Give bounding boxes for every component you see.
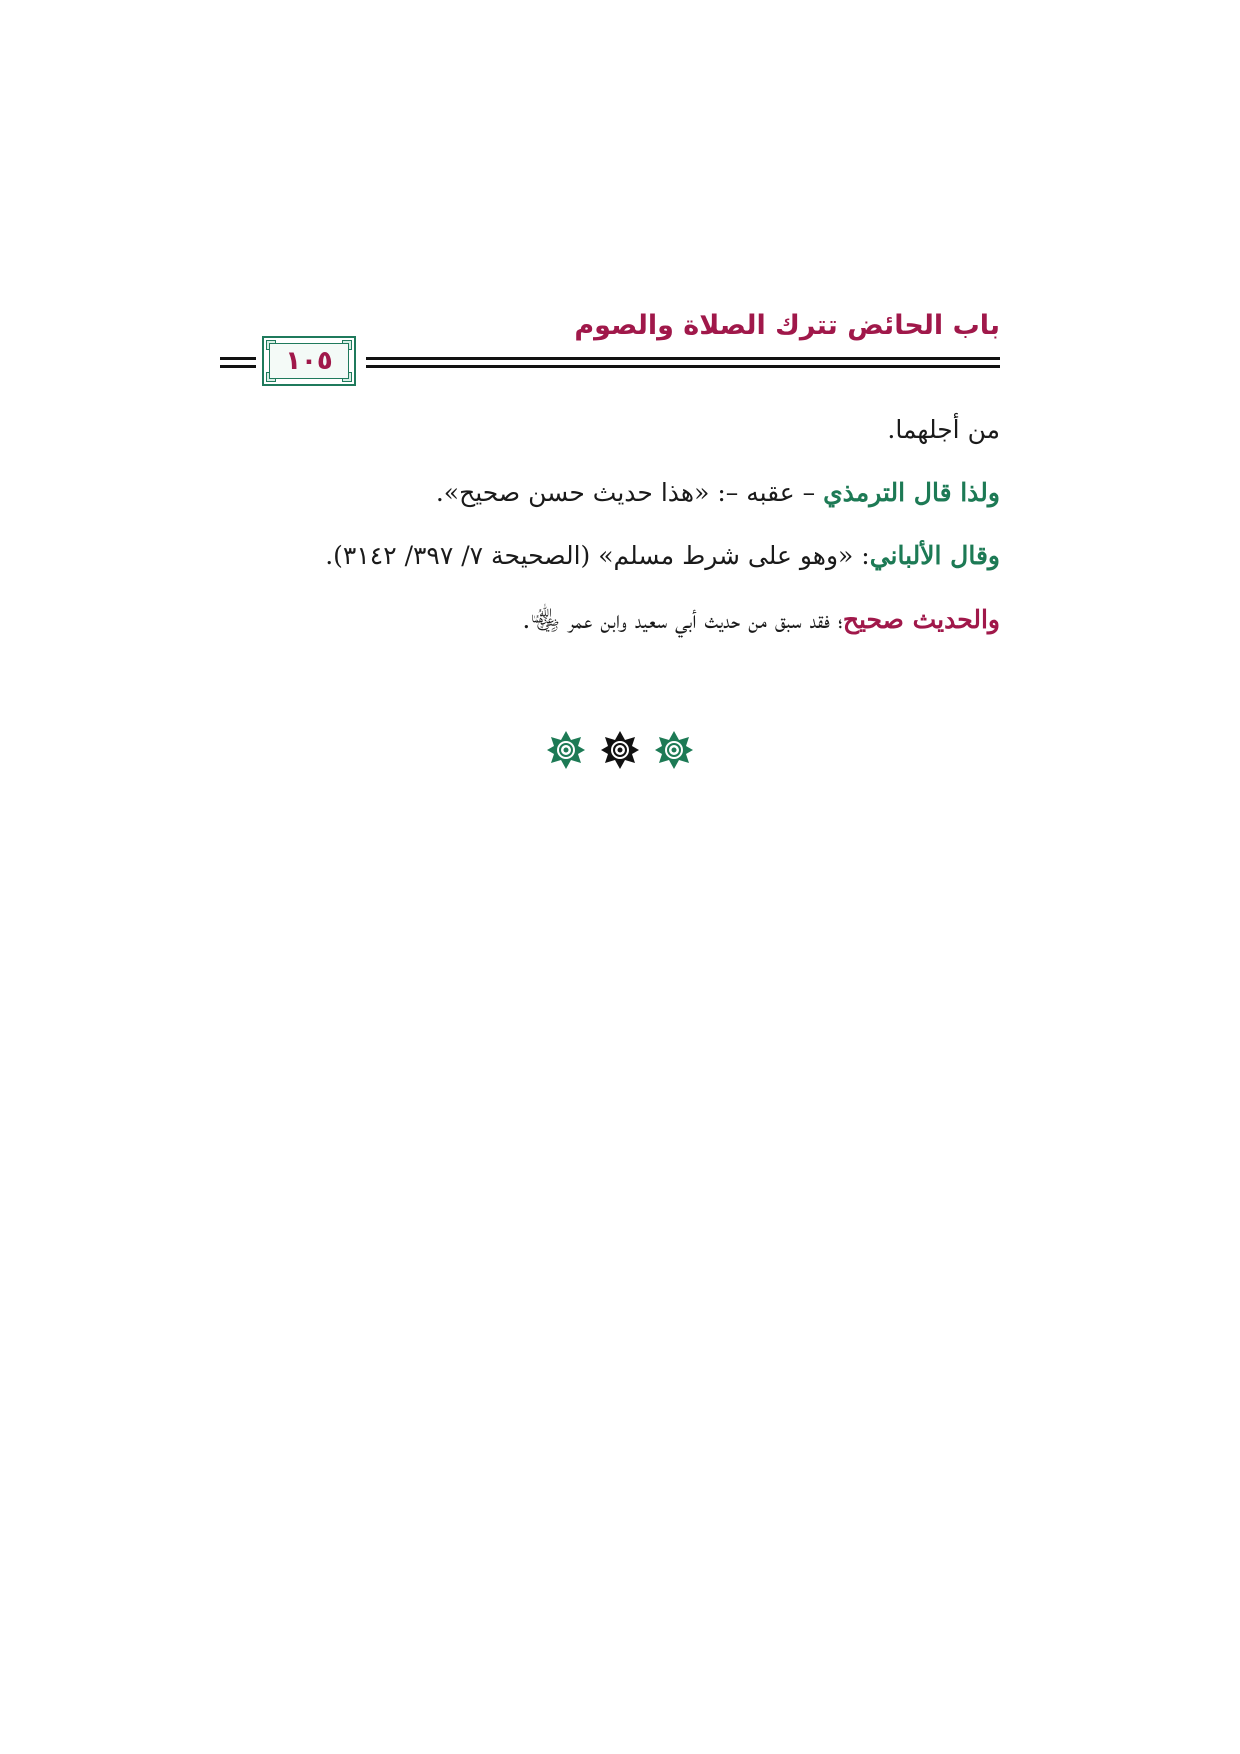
body-text: ؛ فقد سبق من حديث أبي سعيد وابن عمر ﵄. xyxy=(522,605,843,634)
star-flower-icon xyxy=(600,730,640,770)
star-flower-icon xyxy=(546,730,586,770)
body-line-2 xyxy=(436,478,1000,507)
body-text: : «وهو على شرط مسلم» (الصحيحة ٧/ ٣٩٧/ ٣١٤٢). xyxy=(325,541,870,570)
header-rule-bottom xyxy=(366,365,1000,368)
header-rule-left-top xyxy=(220,357,256,360)
body-text: – عقبه –: «هذا حديث حسن صحيح». xyxy=(435,478,824,507)
page-number-badge xyxy=(262,336,356,386)
emphasis-green: ولذا قال الترمذي xyxy=(823,478,1000,507)
body-line-3 xyxy=(325,541,1000,570)
emphasis-maroon: والحديث صحيح xyxy=(842,605,1000,634)
body-text: من أجلهما. xyxy=(887,415,1000,444)
body-line-4 xyxy=(522,604,1000,641)
body-line-1 xyxy=(887,415,1000,444)
star-flower-icon xyxy=(654,730,694,770)
page-number: ١٠٥ xyxy=(285,346,333,376)
emphasis-green: وقال الألباني xyxy=(869,541,1000,570)
header-rule-left-bottom xyxy=(220,365,256,368)
section-end-ornaments xyxy=(0,730,1240,770)
page-badge-frame xyxy=(269,343,349,379)
running-header-title: باب الحائض تترك الصلاة والصوم xyxy=(574,310,1000,341)
header-rule-top xyxy=(366,357,1000,360)
